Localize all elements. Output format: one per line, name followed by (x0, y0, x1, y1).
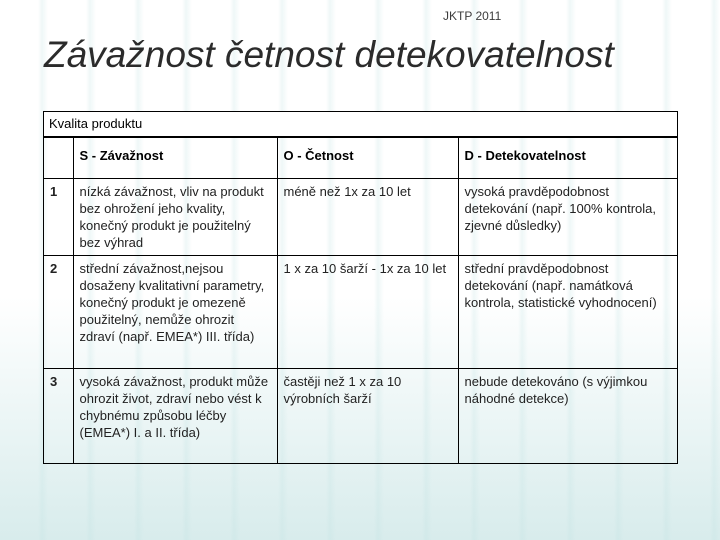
occurrence-cell: méně než 1x za 10 let (277, 179, 458, 256)
severity-cell: střední závažnost,nejsou dosaženy kvalitativní parametry, konečný produkt je omezeně použitelný, nemůže ohrozit zdraví (např. EMEA*) III. třída) (73, 256, 277, 369)
detectability-cell: střední pravděpodobnost detekování (např. namátková kontrola, statistické vyhodnocení) (458, 256, 677, 369)
header-cell-occurrence: O - Četnost (277, 138, 458, 179)
table-header-row (44, 138, 677, 179)
severity-cell: vysoká závažnost, produkt může ohrozit život, zdraví nebo vést k chybnému způsobu léčby (EMEA*) I. a II. třída) (73, 369, 277, 463)
table-row (44, 369, 677, 463)
slide-header: JKTP 2011 (443, 9, 502, 23)
row-number: 3 (44, 369, 73, 463)
table-row (44, 179, 677, 256)
severity-cell: nízká závažnost, vliv na produkt bez ohrožení jeho kvality, konečný produkt je použitelný bez výhrad (73, 179, 277, 256)
slide-title: Závažnost četnost detekovatelnost (44, 34, 614, 75)
fmea-table (44, 137, 677, 463)
occurrence-cell: častěji než 1 x za 10 výrobních šarží (277, 369, 458, 463)
table-row (44, 256, 677, 369)
detectability-cell: nebude detekováno (s výjimkou náhodné detekce) (458, 369, 677, 463)
quality-table (43, 111, 678, 464)
header-cell-severity: S - Závažnost (73, 138, 277, 179)
detectability-cell: vysoká pravděpodobnost detekování (např. 100% kontrola, zjevné důsledky) (458, 179, 677, 256)
row-number: 2 (44, 256, 73, 369)
table-caption: Kvalita produktu (44, 112, 677, 137)
occurrence-cell: 1 x za 10 šarží - 1x za 10 let (277, 256, 458, 369)
header-cell-detectability: D - Detekovatelnost (458, 138, 677, 179)
header-cell-number (44, 138, 73, 179)
row-number: 1 (44, 179, 73, 256)
